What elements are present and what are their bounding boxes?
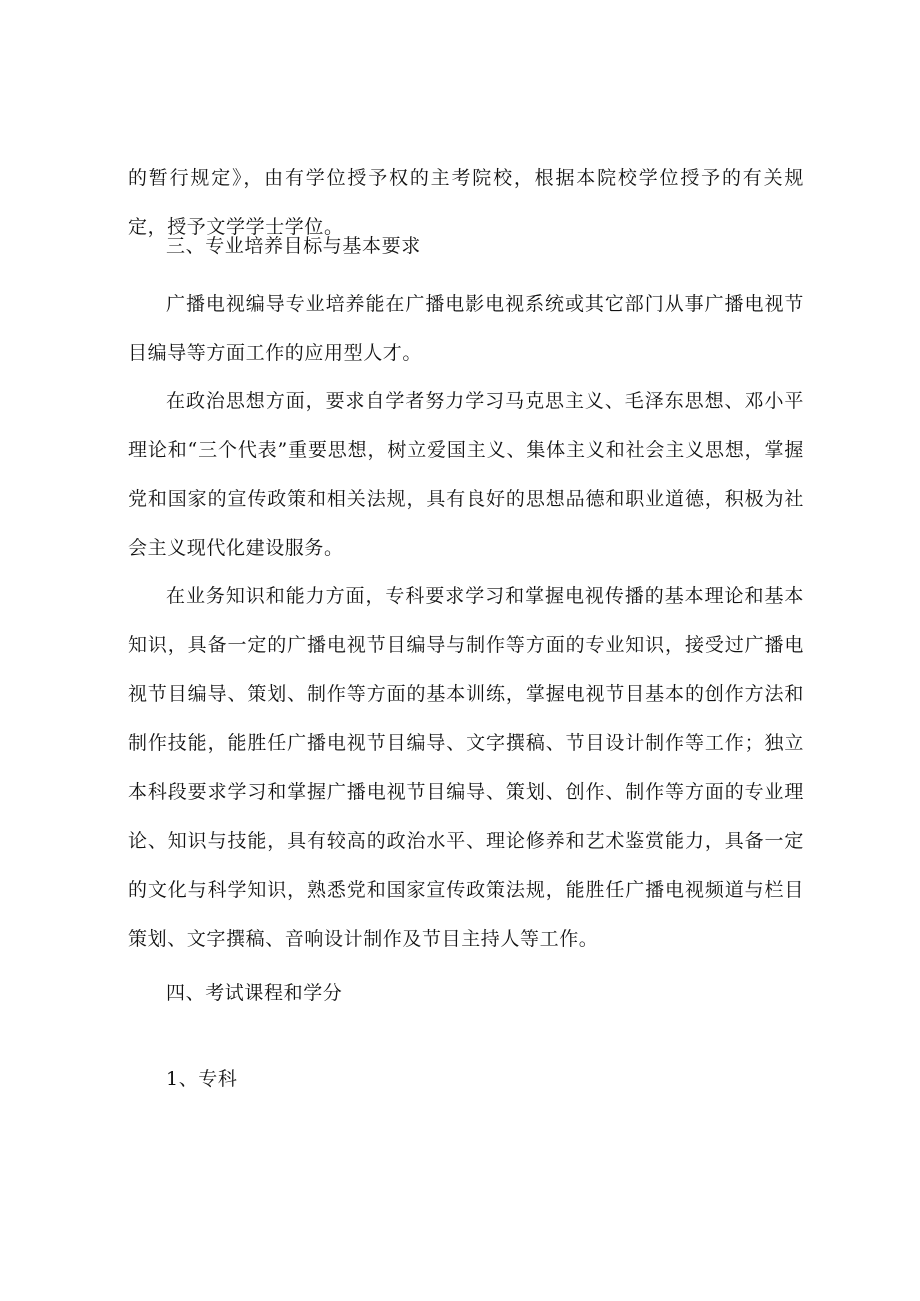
- paragraph-training-goal: 广播电视编导专业培养能在广播电影电视系统或其它部门从事广播电视节目编导等方面工作的应用型人才。: [128, 293, 804, 364]
- paragraph-political-requirements: 在政治思想方面，要求自学者努力学习马克思主义、毛泽东思想、邓小平理论和“三个代表”重要思想，树立爱国主义、集体主义和社会主义思想，掌握党和国家的宣传政策和相关法规，具有良好的思想品德和职业道德，积极为社会主义现代化建设服务。: [128, 390, 804, 559]
- paragraph-professional-requirements: 在业务知识和能力方面，专科要求学习和掌握电视传播的基本理论和基本知识，具备一定的广播电视节目编导与制作等方面的专业知识，接受过广播电视节目编导、策划、制作等方面的基本训练，掌握电视节目基本的创作方法和制作技能，能胜任广播电视节目编导、文字撰稿、节目设计制作等工作；独立本科段要求学习和掌握广播电视节目编导、策划、创作、制作等方面的专业理论、知识与技能，具有较高的政治水平、理论修养和艺术鉴赏能力，具备一定的文化与科学知识，熟悉党和国家宣传政策法规，能胜任广播电视频道与栏目策划、文字撰稿、音响设计制作及节目主持人等工作。: [128, 585, 804, 950]
- subheading-junior-college: 1、专科: [166, 1068, 238, 1090]
- section-heading-training-goals: 三、专业培养目标与基本要求: [166, 235, 421, 257]
- section-heading-exam-courses: 四、考试课程和学分: [166, 982, 343, 1004]
- paragraph-degree-continuation: 的暂行规定》，由有学位授予权的主考院校，根据本院校学位授予的有关规定，授予文学学士学位。: [128, 167, 804, 238]
